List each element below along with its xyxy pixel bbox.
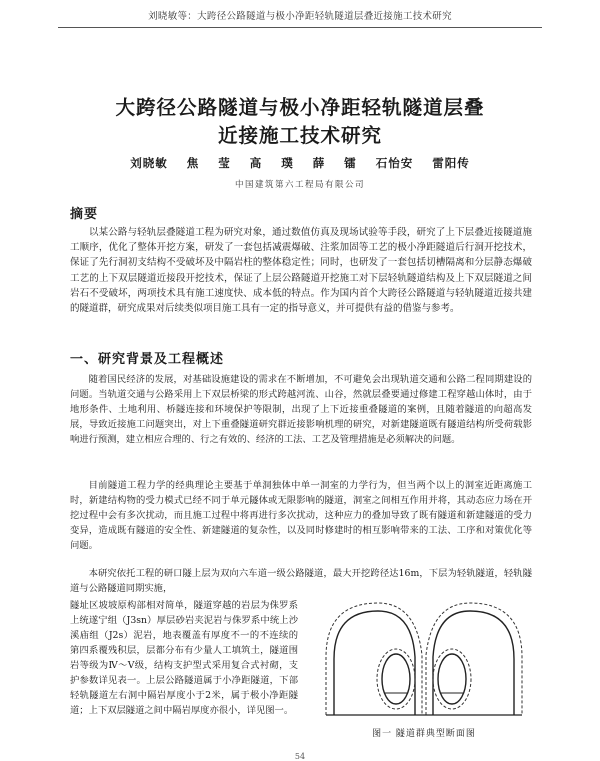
paragraph-2: 目前隧道工程力学的经典理论主要基于单洞独体中单一洞室的力学行为，但当两个以上的洞室近距离施工时，新建结构物的受力模式已经不同于单元隧体或无限影响的隧道，洞室之间相互作用并将，其动态应力场在开挖过程中会有多次扰动，而且施工过程中将再进行多次扰动，这种应力的叠加导致了既有隧道和新建隧道的受力变异，造成既有隧道的安全性、新建隧道的复杂性，以及同时修建时的相互影响带来的工法、工序和对策优化等问题。 bbox=[70, 480, 532, 551]
title-line-1: 大跨径公路隧道与极小净距轻轨隧道层叠 bbox=[115, 96, 485, 119]
paragraph-3-intro: 本研究依托工程的研口隧上层为双向六车道一级公路隧道，最大开挖跨径达16m，下层为轻轨隧道，轻轨隧道与公路隧道同期实施， bbox=[70, 568, 532, 594]
authors: 刘晓敏 焦 莹 高 璞 薛 镭 石怡安 雷阳传 bbox=[130, 156, 470, 170]
tunnel-cross-section-figure bbox=[316, 597, 532, 747]
upper-left-tunnel-inner-lining bbox=[334, 611, 415, 715]
running-header: 刘晓敏等：大跨径公路隧道与极小净距轻轨隧道层叠近接施工技术研究 bbox=[148, 11, 452, 22]
section-heading: 一、研究背景及工程概述 bbox=[70, 352, 225, 367]
header-rule bbox=[58, 27, 542, 28]
abstract-body: 以某公路与轻轨层叠隧道工程为研究对象，通过数值仿真及现场试验等手段，研究了上下层叠近接隧道施工顺序，优化了整体开挖方案，研发了一套包括减震爆破、注浆加固等工艺的极小净距隧道后行洞开挖技术，保证了先行洞初支结构不受破坏及中隔岩柱的整体稳定性；同时，也研发了一套包括切槽隔离和分层静态爆破工艺的上下双层隧道近接段开挖技术，保证了上层公路隧道开挖施工对下层轻轨隧道结构及上下双层隧道之间岩石不受破坏，两项技术具有施工速度快、成本低的特点。作为国内首个大跨径公路隧道与轻轨隧道近接共建的隧道群，研究成果对后续类似项目施工具有一定的指导意义，并可提供有益的借鉴与参考。 bbox=[70, 227, 532, 315]
upper-right-tunnel-outer-lining bbox=[426, 603, 522, 715]
figure-caption: 图一 隧道群典型断面图 bbox=[372, 729, 476, 739]
abstract-heading: 摘要 bbox=[70, 207, 99, 222]
paragraph-1: 随着国民经济的发展，对基础设施建设的需求在不断增加，不可避免会出现轨道交通和公路二程同期建设的问题。当轨道交通与公路采用上下双层桥梁的形式跨越河流、山谷，然就层叠要通过修建工程穿越山体时，由于地形条件、土地利用、桥隧连接和环境保护等限制，出现了上下近接重叠隧道的案例，且随着隧道的向超高发展，导致近接施工问题突出，对上下重叠隧道研究群近接影响机理的研究，对新建隧道既有隧道结构所受荷载影响进行预测，建立相应合理的、行之有效的、经济的工法、工艺及管理措施是必须解决的问题。 bbox=[70, 374, 532, 445]
upper-left-tunnel-outer-lining bbox=[326, 603, 422, 715]
page-number: 54 bbox=[294, 752, 306, 761]
title-line-2: 近接施工技术研究 bbox=[217, 124, 382, 147]
tunnel-cross-section-drawing bbox=[316, 597, 532, 723]
affiliation: 中国建筑第六工程局有限公司 bbox=[234, 180, 365, 190]
lower-right-rail-tunnel-inner bbox=[438, 654, 466, 704]
page-title bbox=[0, 94, 600, 150]
upper-right-tunnel-inner-lining bbox=[433, 611, 514, 715]
lower-left-rail-tunnel-inner bbox=[382, 654, 410, 704]
paragraph-3-column: 隧址区坡坡原构部相对简单，隧道穿越的岩层为侏罗系上统遂宁组（J3sn）厚层砂岩夹泥岩与侏罗系中统上沙溪庙组（J2s）泥岩，地表覆盖有厚度不一的不连续的第四系覆残积层，层都分布有少量人工填筑土，隧道围岩等级为Ⅳ～Ⅴ级，结构支护型式采用复合式衬砌，支护参数详见表一。上层公路隧道属于小净距隧道，下部轻轨隧道左右洞中隔岩厚度小于2米，属于极小净距隧道；上下双层隧道之间中隔岩厚度亦很小，详见图一。 bbox=[70, 600, 298, 716]
